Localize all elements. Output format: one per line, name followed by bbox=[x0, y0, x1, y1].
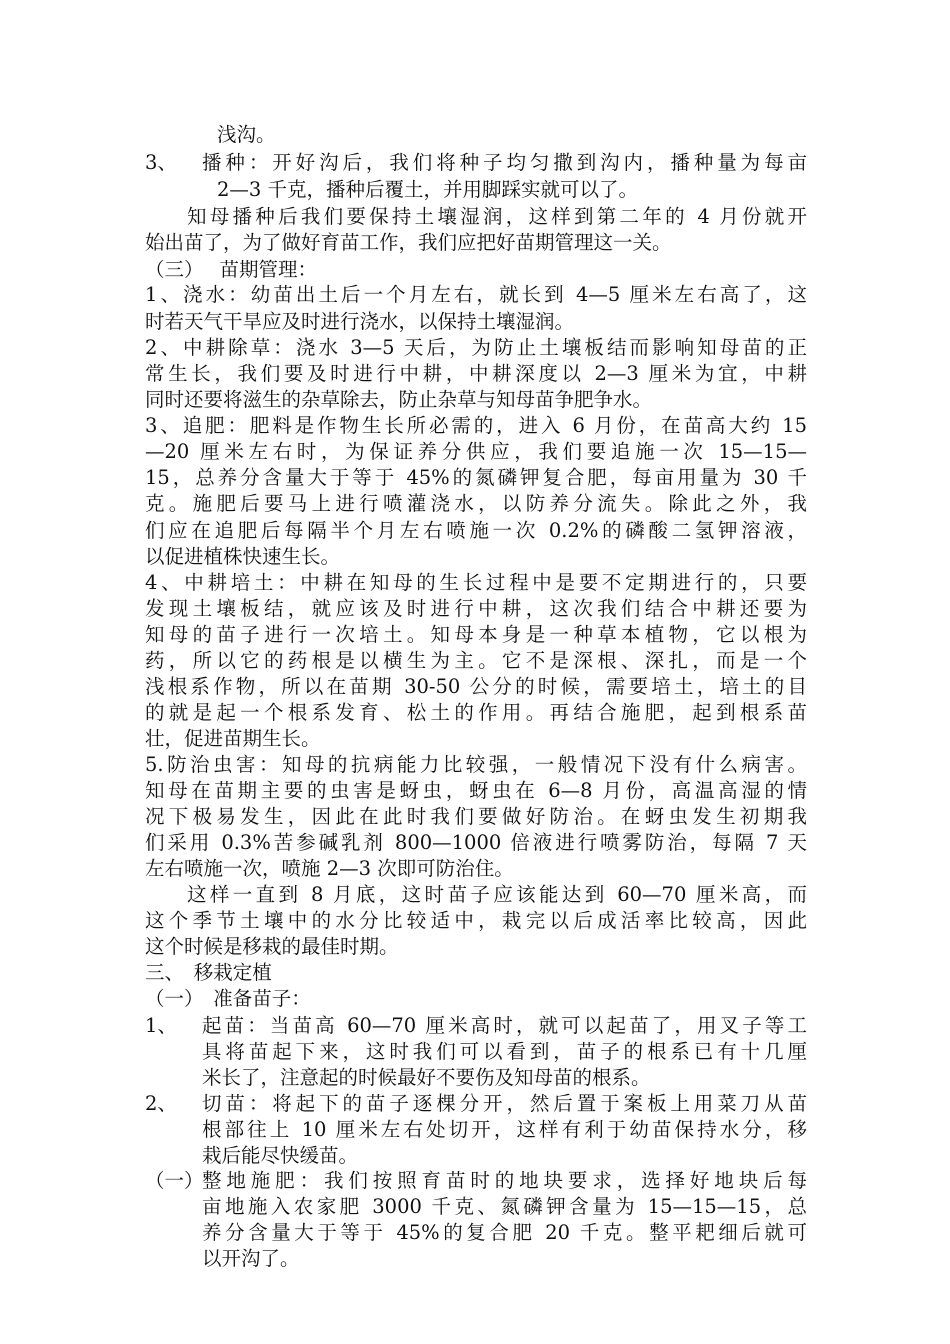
text-line bbox=[145, 361, 807, 387]
text-line bbox=[145, 1065, 807, 1091]
text-line bbox=[145, 648, 807, 674]
text-line bbox=[145, 1013, 807, 1039]
line-text: （一） 准备苗子： bbox=[145, 987, 311, 1010]
line-text: 这个季节土壤中的水分比较适中，栽完以后成活率比较高，因此 bbox=[145, 909, 807, 932]
text-line bbox=[145, 177, 807, 203]
text-line bbox=[145, 752, 807, 778]
line-text: 们采用 0.3%苦参碱乳剂 800—1000 倍液进行喷雾防治，每隔 7 天 bbox=[145, 831, 807, 854]
text-line bbox=[145, 856, 807, 882]
line-text: 药，所以它的药根是以横生为主。它不是深根、深扎，而是一个 bbox=[145, 649, 807, 672]
list-number: 2、 bbox=[145, 1092, 177, 1115]
line-text: 整地施肥：我们按照育苗时的地块要求，选择好地块后每 bbox=[202, 1169, 807, 1192]
line-text: 以促进植株快速生长。 bbox=[145, 545, 341, 568]
text-line bbox=[145, 439, 807, 465]
line-text: 1、浇水：幼苗出土后一个月左右，就长到 4—5 厘米左右高了，这 bbox=[145, 283, 807, 306]
text-line bbox=[145, 1246, 807, 1272]
line-text: 具将苗起下来，这时我们可以看到，苗子的根系已有十几厘 bbox=[202, 1040, 807, 1063]
line-text: 亩地施入农家肥 3000 千克、氮磷钾含量为 15—15—15，总 bbox=[202, 1195, 807, 1218]
line-text: 栽后能尽快缓苗。 bbox=[202, 1144, 359, 1167]
text-line bbox=[145, 1220, 807, 1246]
text-line bbox=[145, 282, 807, 308]
list-number: （一） bbox=[145, 1169, 204, 1192]
line-text: 这个时候是移栽的最佳时期。 bbox=[145, 935, 399, 958]
line-text: 根部往上 10 厘米左右处切开，这样有利于幼苗保持水分，移 bbox=[202, 1118, 807, 1141]
text-line bbox=[145, 1039, 807, 1065]
text-line bbox=[145, 596, 807, 622]
text-line bbox=[145, 960, 807, 986]
text-line bbox=[145, 465, 807, 491]
text-line bbox=[145, 1168, 807, 1194]
line-text: 知母的苗子进行一次培土。知母本身是一种草本植物，它以根为 bbox=[145, 623, 807, 646]
line-text: 克。施肥后要马上进行喷灌浇水，以防养分流失。除此之外，我 bbox=[145, 492, 807, 515]
text-line bbox=[145, 1194, 807, 1220]
line-text: 15，总养分含量大于等于 45%的氮磷钾复合肥，每亩用量为 30 千 bbox=[145, 466, 807, 489]
text-line bbox=[145, 387, 807, 413]
text-line bbox=[145, 934, 807, 960]
text-line bbox=[145, 335, 807, 361]
line-text: 知母播种后我们要保持土壤湿润，这样到第二年的 4 月份就开 bbox=[187, 205, 807, 228]
text-line bbox=[145, 309, 807, 335]
text-line bbox=[145, 491, 807, 517]
line-text: 5.防治虫害：知母的抗病能力比较强，一般情况下没有什么病害。 bbox=[145, 753, 807, 776]
line-text: 知母在苗期主要的虫害是蚜虫，蚜虫在 6—8 月份，高温高湿的情 bbox=[145, 779, 807, 802]
line-text: 4、中耕培土：中耕在知母的生长过程中是要不定期进行的，只要 bbox=[145, 571, 807, 594]
line-text: 时若天气干旱应及时进行浇水，以保持土壤湿润。 bbox=[145, 310, 575, 333]
text-line bbox=[145, 570, 807, 596]
text-line bbox=[145, 986, 807, 1012]
line-text: 米长了，注意起的时候最好不要伤及知母苗的根系。 bbox=[202, 1066, 651, 1089]
text-line bbox=[145, 882, 807, 908]
line-text: 同时还要将滋生的杂草除去，防止杂草与知母苗争肥争水。 bbox=[145, 388, 653, 411]
text-line bbox=[145, 1091, 807, 1117]
text-line bbox=[145, 1117, 807, 1143]
line-text: —20 厘米左右时，为保证养分供应，我们要追施一次 15—15— bbox=[145, 440, 807, 463]
text-line bbox=[145, 622, 807, 648]
line-text: 三、 移栽定植 bbox=[145, 961, 272, 984]
text-line bbox=[145, 413, 807, 439]
line-text: 切苗：将起下的苗子逐棵分开，然后置于案板上用菜刀从苗 bbox=[202, 1092, 807, 1115]
line-text: 壮，促进苗期生长。 bbox=[145, 727, 321, 750]
text-line bbox=[145, 830, 807, 856]
text-line bbox=[145, 518, 807, 544]
text-line bbox=[145, 204, 807, 230]
text-line bbox=[145, 230, 807, 256]
text-line bbox=[145, 150, 807, 176]
text-line bbox=[145, 804, 807, 830]
line-text: 们应在追肥后每隔半个月左右喷施一次 0.2%的磷酸二氢钾溶液， bbox=[145, 519, 807, 542]
text-line bbox=[145, 908, 807, 934]
line-text: 起苗：当苗高 60—70 厘米高时，就可以起苗了，用叉子等工 bbox=[202, 1014, 807, 1037]
text-line bbox=[145, 726, 807, 752]
line-text: 始出苗了，为了做好育苗工作，我们应把好苗期管理这一关。 bbox=[145, 231, 672, 254]
line-text: 播种：开好沟后，我们将种子均匀撒到沟内，播种量为每亩 bbox=[202, 151, 807, 174]
line-text: 养分含量大于等于 45%的复合肥 20 千克。整平耙细后就可 bbox=[202, 1221, 807, 1244]
line-text: 这样一直到 8 月底，这时苗子应该能达到 60—70 厘米高，而 bbox=[187, 883, 807, 906]
line-text: 2—3 千克，播种后覆土，并用脚踩实就可以了。 bbox=[217, 178, 639, 201]
line-text: 浅沟。 bbox=[217, 123, 276, 146]
text-line bbox=[145, 674, 807, 700]
text-line bbox=[145, 257, 807, 283]
line-text: （三） 苗期管理： bbox=[145, 258, 317, 281]
text-line bbox=[145, 778, 807, 804]
line-text: 发现土壤板结，就应该及时进行中耕，这次我们结合中耕还要为 bbox=[145, 597, 807, 620]
list-number: 3、 bbox=[145, 151, 177, 174]
text-line bbox=[145, 544, 807, 570]
line-text: 况下极易发生，因此在此时我们要做好防治。在蚜虫发生初期我 bbox=[145, 805, 807, 828]
line-text: 左右喷施一次，喷施 2—3 次即可防治住。 bbox=[145, 857, 514, 880]
text-line bbox=[145, 1143, 807, 1169]
text-line bbox=[145, 700, 807, 726]
line-text: 2、中耕除草：浇水 3—5 天后，为防止土壤板结而影响知母苗的正 bbox=[145, 336, 807, 359]
text-line bbox=[145, 122, 807, 148]
line-text: 常生长，我们要及时进行中耕，中耕深度以 2—3 厘米为宜，中耕 bbox=[145, 362, 807, 385]
line-text: 以开沟了。 bbox=[202, 1247, 300, 1270]
line-text: 3、追肥：肥料是作物生长所必需的，进入 6 月份，在苗高大约 15 bbox=[145, 414, 807, 437]
line-text: 浅根系作物，所以在苗期 30-50 公分的时候，需要培土，培土的目 bbox=[145, 675, 807, 698]
line-text: 的就是起一个根系发育、松土的作用。再结合施肥，起到根系苗 bbox=[145, 701, 807, 724]
list-number: 1、 bbox=[145, 1014, 177, 1037]
